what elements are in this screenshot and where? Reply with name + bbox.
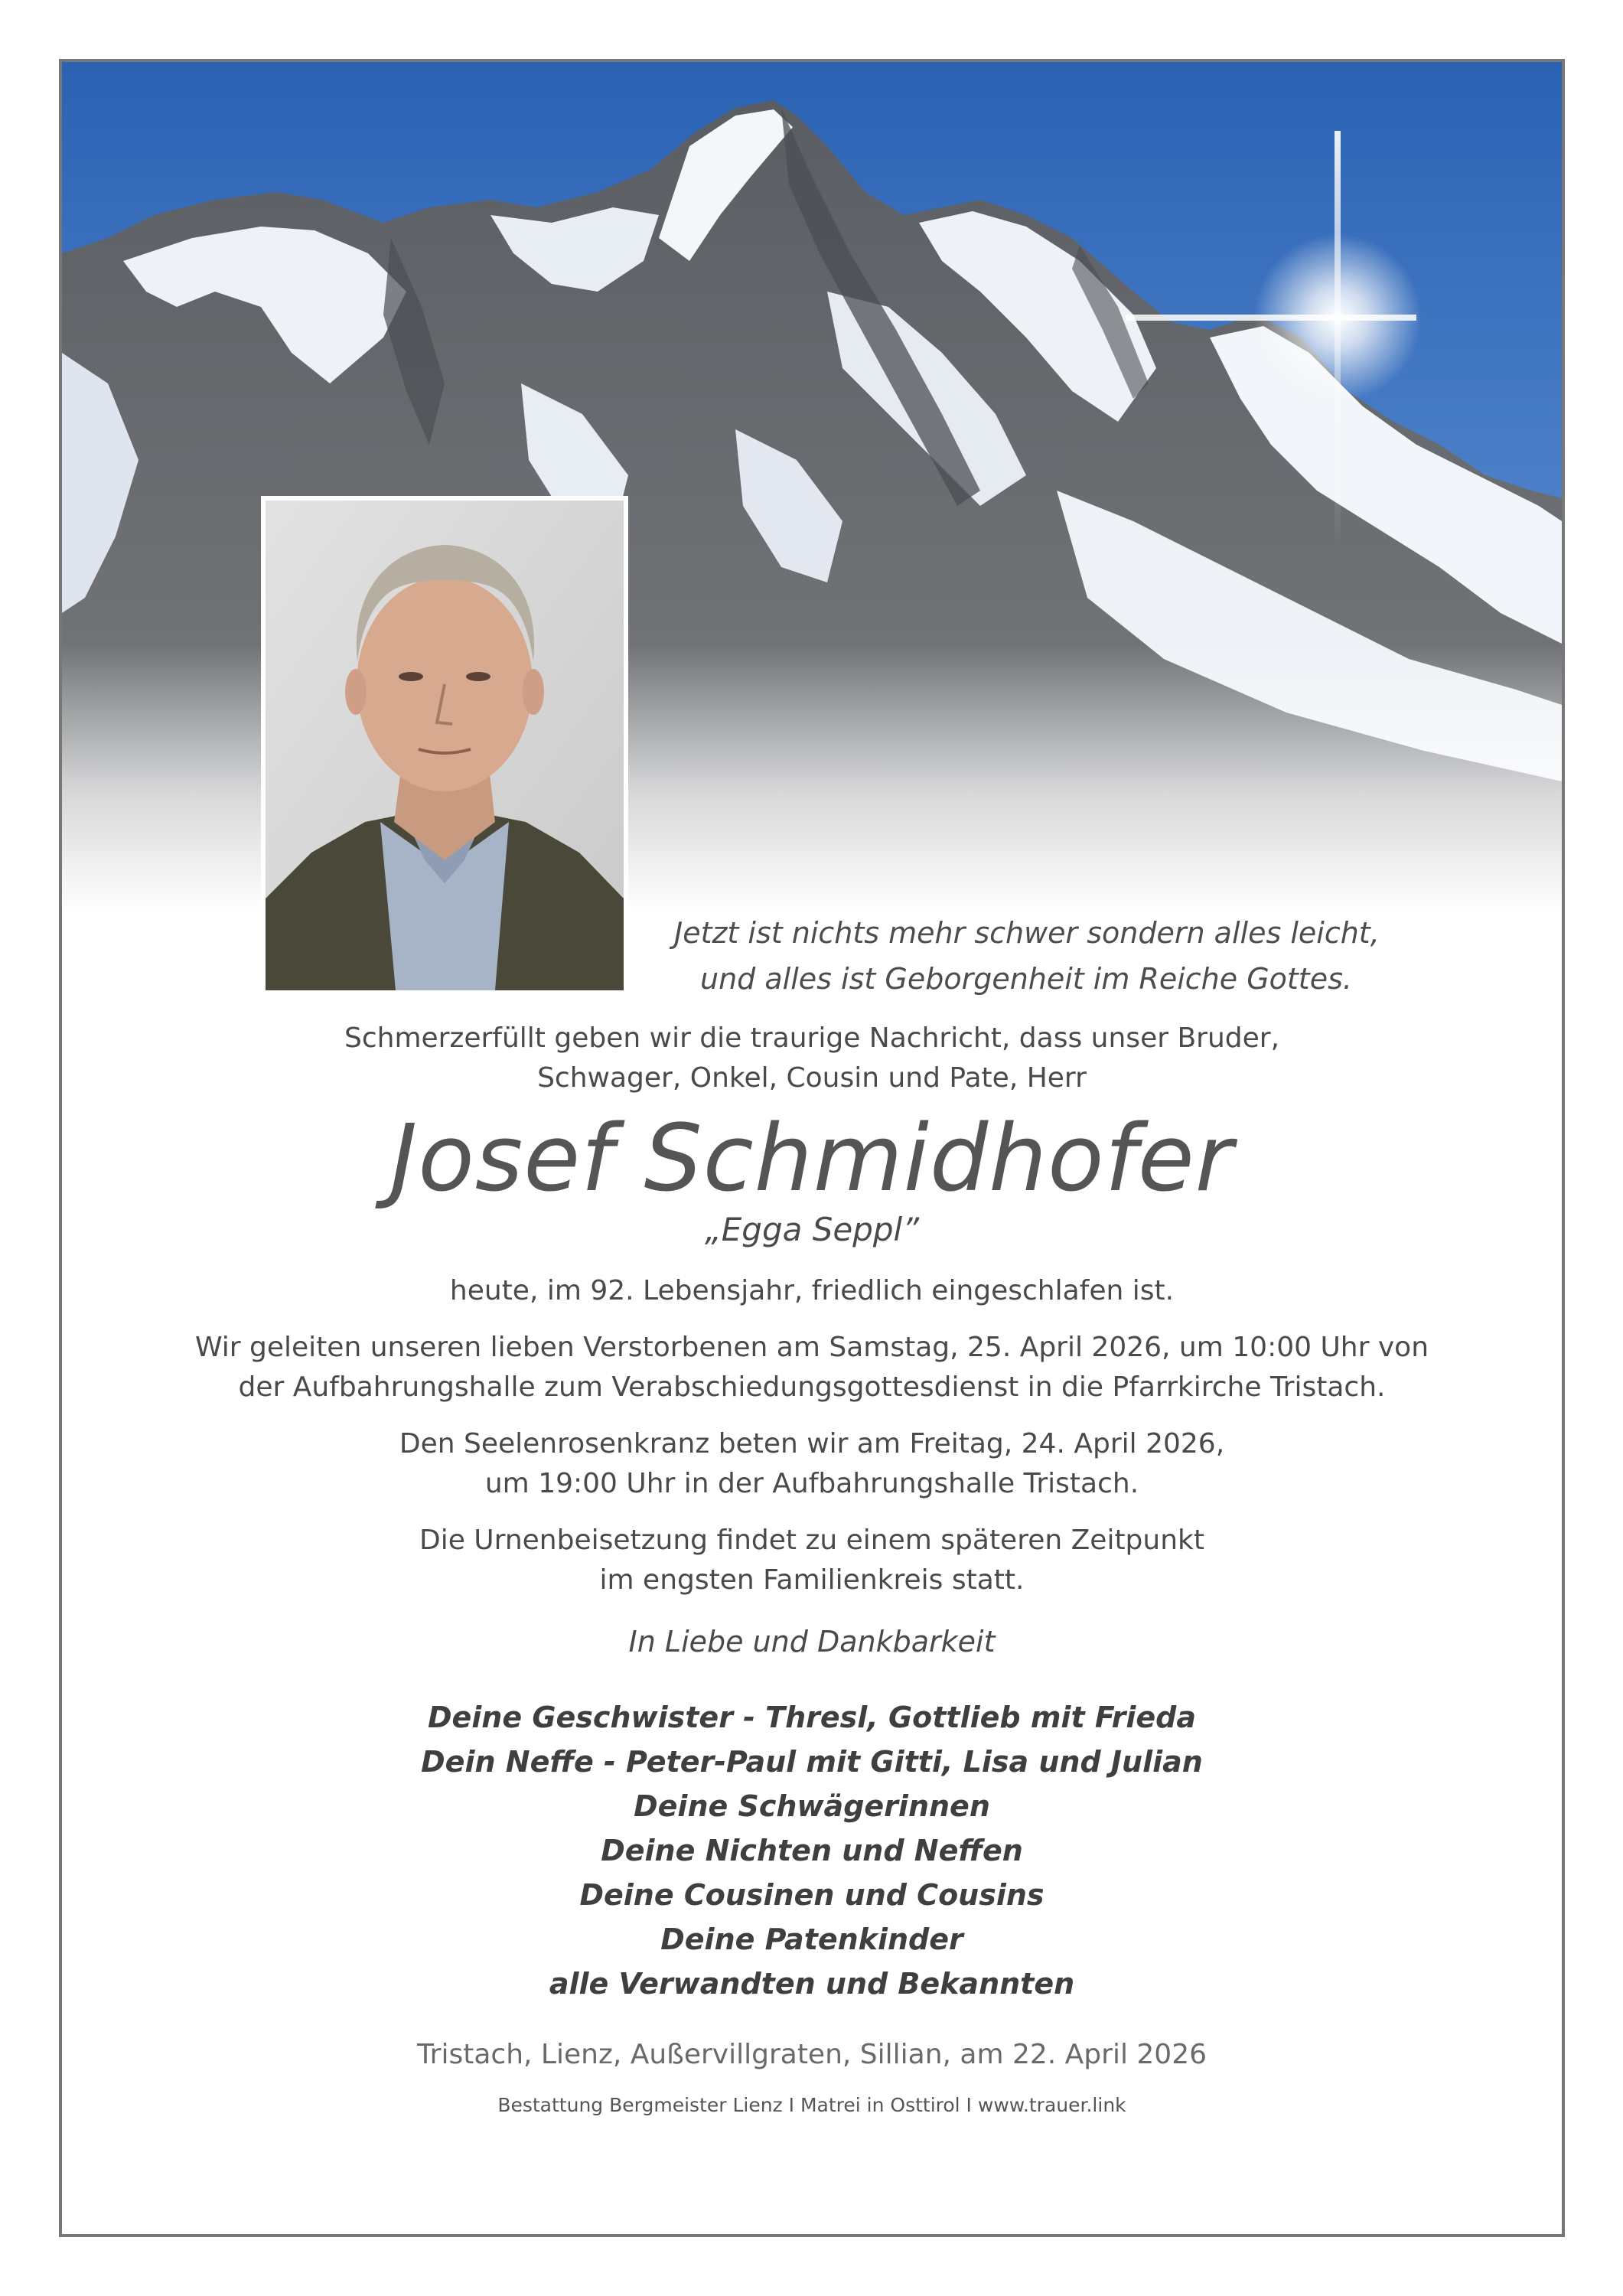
mourner-line: alle Verwandten und Bekannten [549, 1967, 1075, 2001]
funeral-line: der Aufbahrungshalle zum Verabschiedungsgottesdienst in die Pfarrkirche Tristach. [238, 1371, 1386, 1403]
deceased-nickname: „Egga Seppl” [705, 1211, 919, 1248]
urn-line: Die Urnenbeisetzung findet zu einem späteren Zeitpunkt [419, 1525, 1205, 1556]
intro-line: Schwager, Onkel, Cousin und Pate, Herr [537, 1062, 1087, 1094]
mourners-list [62, 1695, 1562, 2006]
quote-line: Jetzt ist nichts mehr schwer sondern alles leicht, [674, 916, 1380, 950]
urn-paragraph [62, 1521, 1562, 1600]
rosary-line: Den Seelenrosenkranz beten wir am Freitag, 24. April 2026, [399, 1428, 1225, 1459]
portrait-photo [261, 496, 628, 995]
rosary-line: um 19:00 Uhr in der Aufbahrungshalle Tristach. [484, 1468, 1139, 1499]
mourner-line: Deine Schwägerinnen [634, 1789, 990, 1823]
obituary-card [59, 59, 1565, 2237]
quote-line: und alles ist Geborgenheit im Reiche Gottes. [700, 962, 1352, 996]
funeral-line: Wir geleiten unseren lieben Verstorbenen am Samstag, 25. April 2026, um 10:00 Uhr von [194, 1332, 1429, 1363]
obituary-text [62, 1019, 1562, 2119]
funeral-paragraph [62, 1328, 1562, 1407]
funeral-home-footer: Bestattung Bergmeister Lienz I Matrei in Osttirol I www.trauer.link [497, 2094, 1126, 2116]
intro-line: Schmerzerfüllt geben wir die traurige Nachricht, dass unser Bruder, [344, 1022, 1280, 1054]
mourner-line: Deine Patenkinder [660, 1923, 963, 1956]
urn-line: im engsten Familienkreis statt. [599, 1564, 1025, 1596]
portrait-image [266, 501, 624, 990]
mourner-line: Dein Neffe - Peter-Paul mit Gitti, Lisa und Julian [421, 1745, 1203, 1779]
memorial-quote [674, 910, 1378, 1002]
mourner-line: Deine Geschwister - Thresl, Gottlieb mit Frieda [427, 1701, 1197, 1734]
deceased-name: Josef Schmidhofer [389, 1106, 1234, 1212]
intro-paragraph [62, 1019, 1562, 1098]
passing-statement: heute, im 92. Lebensjahr, friedlich eingeschlafen ist. [449, 1275, 1175, 1306]
rosary-paragraph [62, 1424, 1562, 1504]
mourner-line: Deine Cousinen und Cousins [579, 1878, 1045, 1912]
place-and-date: Tristach, Lienz, Außervillgraten, Sillian, am 22. April 2026 [416, 2039, 1207, 2070]
mourner-line: Deine Nichten und Neffen [601, 1834, 1023, 1867]
closing-phrase: In Liebe und Dankbarkeit [628, 1625, 996, 1658]
